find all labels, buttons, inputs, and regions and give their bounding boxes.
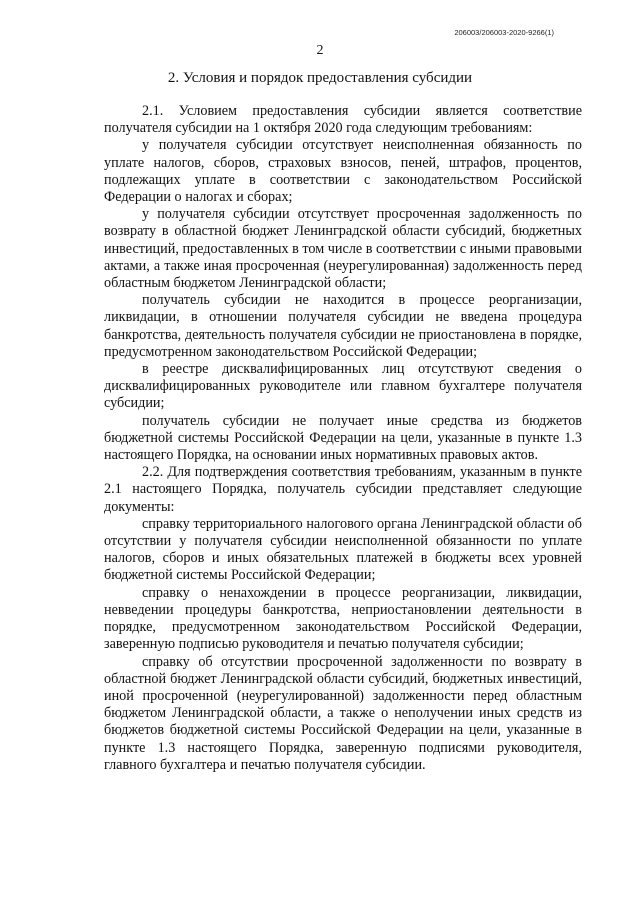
document-body <box>104 103 582 774</box>
paragraph: получатель субсидии не получает иные средства из бюджетов бюджетной системы Российской Федерации на цели, указанные в пункте 1.3 настоящего Порядка, на основании иных нормативных правовых актов. <box>104 412 582 464</box>
paragraph: получатель субсидии не находится в процессе реорганизации, ликвидации, в отношении получателя субсидии не введена процедура банкротства, деятельность получателя субсидии не приостановлена в порядке, предусмотренном законодательством Российской Федерации; <box>104 292 582 360</box>
paragraph: в реестре дисквалифицированных лиц отсутствуют сведения о дисквалифицированных руководителе или главном бухгалтере получателя субсидии; <box>104 361 582 412</box>
paragraph: справку территориального налогового органа Ленинградской области об отсутствии у получателя субсидии неисполненной обязанности по уплате налогов, сборов и иных обязательных платежей в бюджеты всех уровней бюджетной системы Российской Федерации; <box>104 515 582 584</box>
paragraph: справку об отсутствии просроченной задолженности по возврату в областной бюджет Ленинградской области субсидий, бюджетных инвестиций, иной просроченной (неурегулированной) задолженности перед областным бюджетом Ленинградской области, а также о неполучении иных средств из бюджетов бюджетной системы Российской Федерации на цели, указанные в пункте 1.3 настоящего Порядка, заверенную подписями руководителя, главного бухгалтера и печатью получателя субсидии. <box>104 653 582 773</box>
paragraph-2-1: 2.1. Условием предоставления субсидии является соответствие получателя субсидии на 1 октября 2020 года следующим требованиям: <box>104 103 582 137</box>
paragraph: справку о ненахождении в процессе реорганизации, ликвидации, невведении процедуры банкротства, неприостановлении деятельности в порядке, предусмотренном законодательством Российской Федерации, заверенную подписью руководителя и печатью получателя субсидии; <box>104 584 582 653</box>
paragraph: у получателя субсидии отсутствует просроченная задолженность по возврату в областной бюджет Ленинградской области субсидий, бюджетных инвестиций, предоставленных в том числе в соответствии с иными правовыми актами, а также иная просроченная (неурегулированная) задолженность перед областным бюджетом Ленинградской области; <box>104 206 582 292</box>
page-number: 2 <box>316 43 324 58</box>
paragraph-2-2: 2.2. Для подтверждения соответствия требованиям, указанным в пункте 2.1 настоящего Порядка, получатель субсидии представляет следующие документы: <box>104 464 582 515</box>
section-title: 2. Условия и порядок предоставления субсидии <box>167 70 473 86</box>
document-id: 206003/206003-2020-9266(1) <box>454 28 554 37</box>
paragraph: у получателя субсидии отсутствует неисполненная обязанность по уплате налогов, сборов, страховых взносов, пеней, штрафов, процентов, подлежащих уплате в соответствии с законодательством Российской Федерации о налогах и сборах; <box>104 137 582 206</box>
